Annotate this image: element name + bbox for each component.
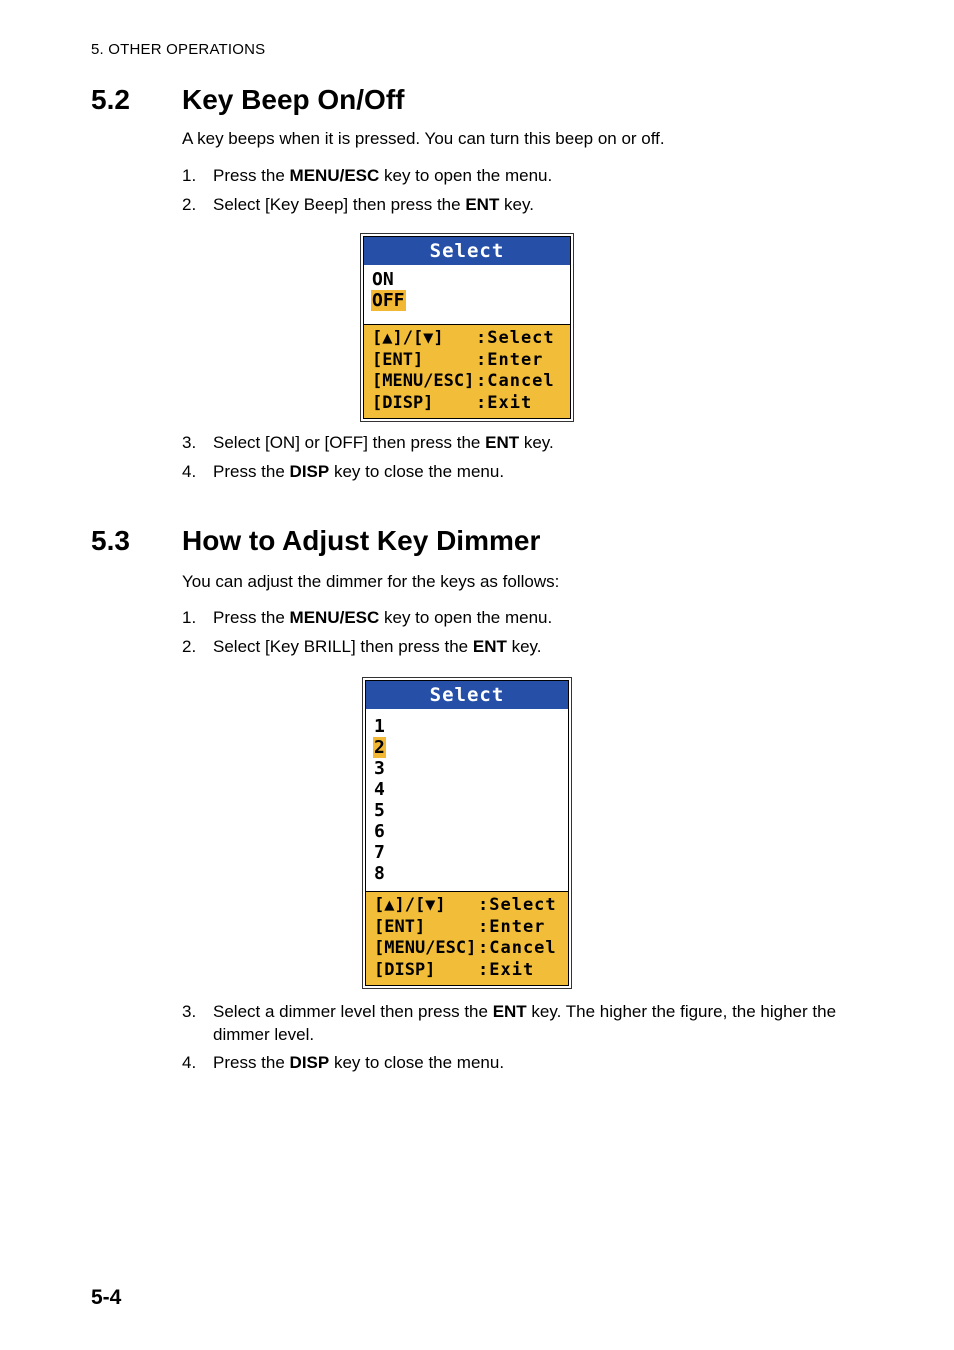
key-guide-action: :Exit [476, 392, 533, 413]
step-text: key. [499, 195, 534, 214]
step-text: key. [519, 433, 554, 452]
key-guide-row [374, 895, 560, 917]
menu-title: Select [366, 681, 568, 709]
menu-option-level-1[interactable]: 1 [374, 716, 385, 737]
step-item [182, 635, 842, 658]
step-number: 2. [182, 637, 197, 656]
step-text: key to open the menu. [379, 166, 553, 185]
key-name: DISP [289, 1053, 330, 1072]
running-header: 5. OTHER OPERATIONS [91, 41, 266, 58]
menu-option-level-5[interactable]: 5 [374, 800, 385, 821]
key-guide-key: [▲]/[▼] [374, 895, 446, 915]
section-number: 5.2 [91, 84, 130, 115]
step-item [182, 606, 842, 629]
key-beep-menu-screen [360, 233, 574, 422]
key-guide-key: [ENT] [374, 916, 426, 937]
key-name: ENT [485, 433, 520, 452]
key-guide-action: :Exit [478, 959, 535, 980]
page-number: 5-4 [91, 1286, 122, 1309]
section-title: Key Beep On/Off [182, 84, 405, 115]
step-number: 3. [182, 433, 197, 452]
key-guide-row [374, 917, 560, 939]
step-text: key. [506, 637, 542, 656]
key-dimmer-menu-screen [362, 677, 572, 989]
step-text: key to close the menu. [329, 462, 505, 481]
steps-list [182, 164, 842, 216]
menu-title: Select [364, 237, 570, 265]
section-number: 5.3 [91, 525, 130, 556]
steps-list [182, 1000, 842, 1074]
key-guide-key: [▲]/[▼] [372, 328, 444, 348]
step-text: Press the [213, 1053, 290, 1072]
key-name: ENT [472, 637, 507, 656]
key-guide-row [372, 393, 562, 415]
key-name: ENT [492, 1002, 527, 1021]
key-guide-action: :Cancel [476, 371, 555, 391]
menu-option-level-3[interactable]: 3 [374, 758, 385, 779]
menu-options [364, 265, 570, 325]
step-item [182, 193, 842, 216]
key-guide-key: [DISP] [374, 959, 436, 980]
step-text: key. The higher the figure, the higher the dimmer level. [213, 1002, 837, 1044]
key-guide-key: [DISP] [372, 392, 434, 413]
key-guide-action: :Enter [478, 916, 546, 937]
step-item [182, 431, 842, 454]
menu-key-guide [366, 892, 568, 985]
step-text: Press the [213, 166, 290, 185]
step-number: 1. [182, 166, 197, 185]
key-name: DISP [289, 462, 330, 481]
menu-option-level-8[interactable]: 8 [374, 863, 385, 884]
step-text: Select a dimmer level then press the [213, 1002, 493, 1021]
key-guide-key: [MENU/ESC] [372, 371, 475, 391]
menu-options [366, 709, 568, 892]
key-guide-action: :Enter [476, 349, 544, 370]
key-name: MENU/ESC [289, 166, 380, 185]
menu-option-level-6[interactable]: 6 [374, 821, 385, 842]
key-name: MENU/ESC [289, 608, 380, 627]
step-text: Press the [213, 462, 290, 481]
key-guide-key: [ENT] [372, 349, 424, 370]
step-item [182, 164, 842, 187]
key-guide-row [372, 350, 562, 372]
menu-option-level-7[interactable]: 7 [374, 842, 385, 863]
section-intro: A key beeps when it is pressed. You can turn this beep on or off. [182, 129, 665, 148]
key-guide-key: [MENU/ESC] [374, 938, 477, 958]
steps-list [182, 431, 842, 483]
step-number: 3. [182, 1002, 197, 1021]
step-text: Select [ON] or [OFF] then press the [213, 433, 486, 452]
key-guide-action: :Select [478, 895, 557, 915]
steps-list [182, 606, 842, 658]
key-guide-row [372, 371, 562, 393]
key-guide-row [374, 960, 560, 982]
step-text: key to close the menu. [329, 1053, 505, 1072]
menu-option-level-2-selected[interactable]: 2 [374, 737, 385, 758]
step-number: 1. [182, 608, 197, 627]
step-item [182, 1051, 842, 1074]
key-guide-row [374, 938, 560, 960]
section-title: How to Adjust Key Dimmer [182, 525, 541, 556]
step-item [182, 1000, 842, 1046]
step-item [182, 460, 842, 483]
menu-key-guide [364, 325, 570, 418]
step-number: 4. [182, 462, 197, 481]
step-text: Select [Key BRILL] then press the [213, 637, 473, 656]
key-guide-action: :Cancel [478, 938, 557, 958]
step-number: 4. [182, 1053, 197, 1072]
key-name: ENT [465, 195, 500, 214]
key-guide-row [372, 328, 562, 350]
step-text: Select [Key Beep] then press the [213, 195, 466, 214]
section-intro: You can adjust the dimmer for the keys as follows: [182, 572, 560, 591]
menu-option-on[interactable]: ON [372, 269, 394, 290]
menu-option-level-4[interactable]: 4 [374, 779, 385, 800]
step-text: Press the [213, 608, 290, 627]
step-number: 2. [182, 195, 197, 214]
key-guide-action: :Select [476, 328, 555, 348]
step-text: key to open the menu. [379, 608, 553, 627]
menu-option-off-selected[interactable]: OFF [372, 290, 405, 311]
